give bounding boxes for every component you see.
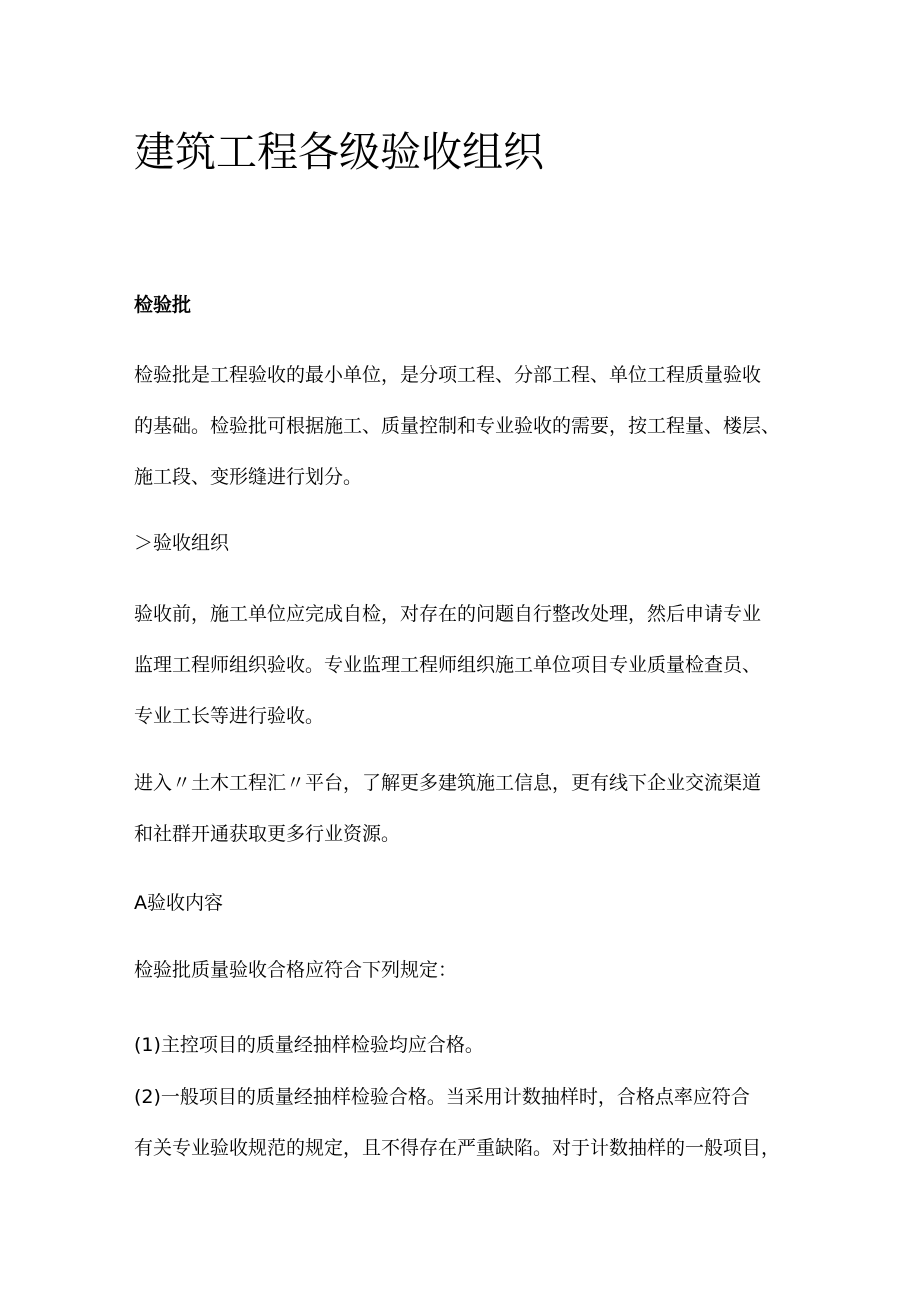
paragraph-organization bbox=[134, 589, 804, 742]
paragraph-line: 监理工程师组织验收。专业监理工程师组织施工单位项目专业质量检查员、 bbox=[134, 654, 762, 676]
paragraph-line: (1)主控项目的质量经抽样检验均应合格。 bbox=[134, 1034, 484, 1056]
document-title: 建筑工程各级验收组织 bbox=[134, 128, 544, 176]
subheading-acceptance-organization bbox=[134, 518, 804, 569]
paragraph-line: 和社群开通获取更多行业资源。 bbox=[134, 823, 401, 845]
paragraph-line: (2)一般项目的质量经抽样检验合格。当采用计数抽样时，合格点率应符合 bbox=[134, 1086, 750, 1108]
subheading-acceptance-content bbox=[134, 878, 804, 929]
paragraph-line: 专业工长等进行验收。 bbox=[134, 705, 325, 727]
paragraph-platform-promo bbox=[134, 758, 804, 860]
paragraph-line: 进入〃土木工程汇〃平台，了解更多建筑施工信息，更有线下企业交流渠道 bbox=[134, 772, 762, 794]
paragraph-line: 检验批质量验收合格应符合下列规定： bbox=[134, 959, 458, 981]
paragraph-line: 有关专业验收规范的规定，且不得存在严重缺陷。对于计数抽样的一般项目， bbox=[134, 1137, 781, 1159]
list-item-1 bbox=[134, 1020, 804, 1071]
paragraph-line: A验收内容 bbox=[134, 892, 223, 914]
paragraph-line: 验收前，施工单位应完成自检，对存在的问题自行整改处理，然后申请专业 bbox=[134, 603, 762, 625]
list-item-2 bbox=[134, 1072, 804, 1174]
paragraph-line: 的基础。检验批可根据施工、质量控制和专业验收的需要，按工程量、楼层、 bbox=[134, 415, 781, 437]
paragraph-line: 施工段、变形缝进行划分。 bbox=[134, 466, 363, 488]
section-heading: 检验批 bbox=[134, 294, 192, 316]
paragraph-line: ＞验收组织 bbox=[134, 532, 230, 554]
paragraph-rules-intro bbox=[134, 945, 804, 996]
paragraph-line: 检验批是工程验收的最小单位，是分项工程、分部工程、单位工程质量验收 bbox=[134, 364, 762, 386]
paragraph-definition bbox=[134, 350, 804, 503]
